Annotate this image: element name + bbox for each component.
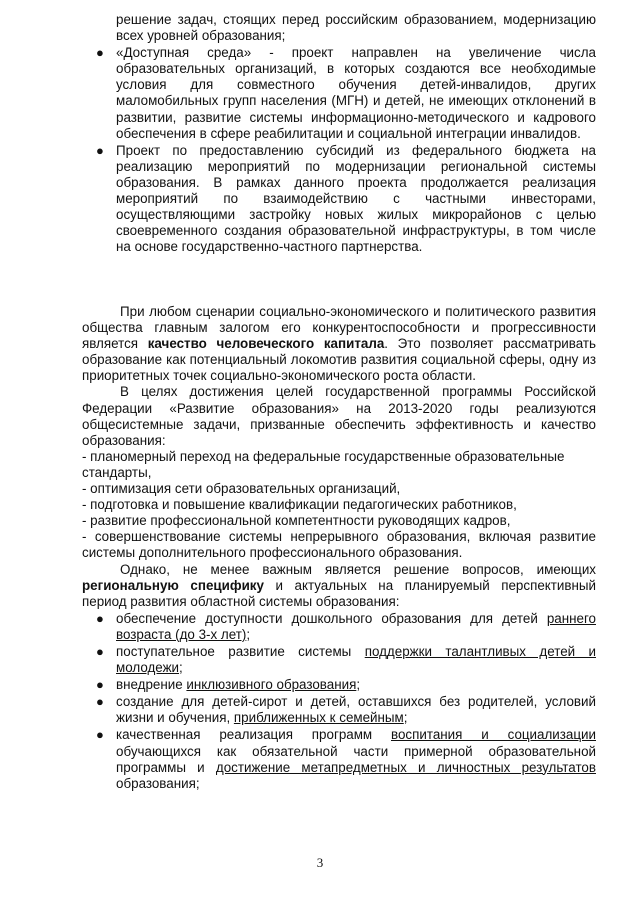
paragraph-regional-specifics (82, 562, 596, 610)
bullet-icon: ● (96, 45, 104, 61)
dash-item: - планомерный переход на федеральные государственные образовательные стандарты, (82, 448, 565, 480)
bullet-item-inclusive (96, 677, 596, 693)
paragraph-text: Однако, не менее важным является решение вопросов, имеющих (120, 561, 596, 577)
paragraph-text: . Это позволяет рассматривать образование как потенциальный локомотив развития социальной сферы, одну из приоритетных точек социально-экономического роста области. (82, 336, 596, 384)
bullet-text: ; (356, 677, 361, 693)
paragraph-state-program: В целях достижения целей государственной программы Российской Федерации «Развитие образования» на 2013-2020 годы реализуются общесистемные задачи, призванные обеспечить эффективность и качество образования: (82, 384, 596, 448)
bullet-icon: ● (96, 643, 104, 659)
bullet-text: ; (403, 710, 408, 726)
bullet-item-upbringing (96, 727, 596, 791)
bullet-text: обучающихся как обязательной части примерной образовательной программы и (116, 743, 596, 775)
bullet-text: внедрение (116, 677, 187, 693)
bullet-text: обеспечение доступности дошкольного образования для детей (116, 610, 547, 626)
underlined-text: поддержки талантливых детей и молодежи (116, 643, 596, 676)
bullet-item-talented-youth (96, 644, 596, 676)
bullet-icon: ● (96, 677, 104, 693)
bullet-text: качественная реализация программ (116, 727, 391, 743)
underlined-text: воспитания и социализации (391, 727, 596, 743)
bullet-text: Проект по предоставлению субсидий из федерального бюджета на реализацию мероприятий по модернизации региональной системы образования. В рамках данного проекта продолжается реализация мероприятий по взаимодействию с частными инвесторами, осуществляющими застройку новых жилых микрорайонов с целью своевременного создания образовательной инфраструктуры, в том числе на основе государственно-частного партнерства. (116, 142, 596, 255)
dash-item: - оптимизация сети образовательных организаций, (82, 481, 401, 497)
paragraph-text: и актуальных на планируемый перспективный период развития областной системы образования: (82, 577, 597, 609)
bullet-icon: ● (96, 727, 104, 743)
underlined-text: раннего возраста (до 3-х лет) (116, 610, 596, 642)
dash-item: - развитие профессиональной компетентности руководящих кадров, (82, 513, 511, 529)
top-bullet-list (96, 12, 596, 255)
bullet-continuation: решение задач, стоящих перед российским образованием, модернизацию всех уровней образования; (116, 12, 596, 44)
bullet-item-preschool (96, 611, 596, 643)
dash-item: - совершенствование системы непрерывного образования, включая развитие системы дополнительного профессионального образования. (82, 529, 596, 561)
bold-phrase: качество человеческого капитала (147, 336, 385, 352)
bottom-bullet-list (96, 611, 596, 792)
page-number: 3 (316, 855, 324, 870)
bullet-text: ; (246, 626, 251, 642)
underlined-text: приближенных к семейным (233, 710, 404, 726)
bullet-text: создание для детей-сирот и детей, оставшихся без родителей, условий жизни и обучения, (116, 694, 596, 726)
bullet-text: образования; (116, 775, 200, 791)
paragraph-text: При любом сценарии социально-экономического и политического развития общества главным залогом его конкурентоспособности и прогрессивности является (82, 304, 596, 352)
bullet-text: поступательное развитие системы (116, 643, 365, 659)
bullet-text: ; (179, 660, 183, 676)
dash-item: - подготовка и повышение квалификации педагогических работников, (82, 497, 517, 513)
bullet-item-accessible-environment (96, 45, 596, 142)
paragraph-human-capital (82, 304, 596, 384)
bullet-icon: ● (96, 610, 104, 626)
bullet-icon: ● (96, 142, 104, 158)
body-text (82, 304, 596, 792)
bold-phrase: региональную специфику (82, 577, 264, 593)
bullet-item-orphans (96, 694, 596, 726)
bullet-icon: ● (96, 694, 104, 710)
underlined-text: инклюзивного образования (186, 677, 357, 693)
bullet-text: «Доступная среда» - проект направлен на увеличение числа образовательных организаций, в которых создаются все необходимые условия для совместного обучения детей-инвалидов, других маломобильных групп населения (МГН) и детей, не имеющих отклонений в развитии, развитие системы информационно-методического и кадрового обеспечения в сфере реабилитации и социальной интеграции инвалидов. (116, 45, 596, 141)
underlined-text: достижение метапредметных и личностных результатов (215, 759, 596, 775)
bullet-item-subsidies (96, 143, 596, 256)
